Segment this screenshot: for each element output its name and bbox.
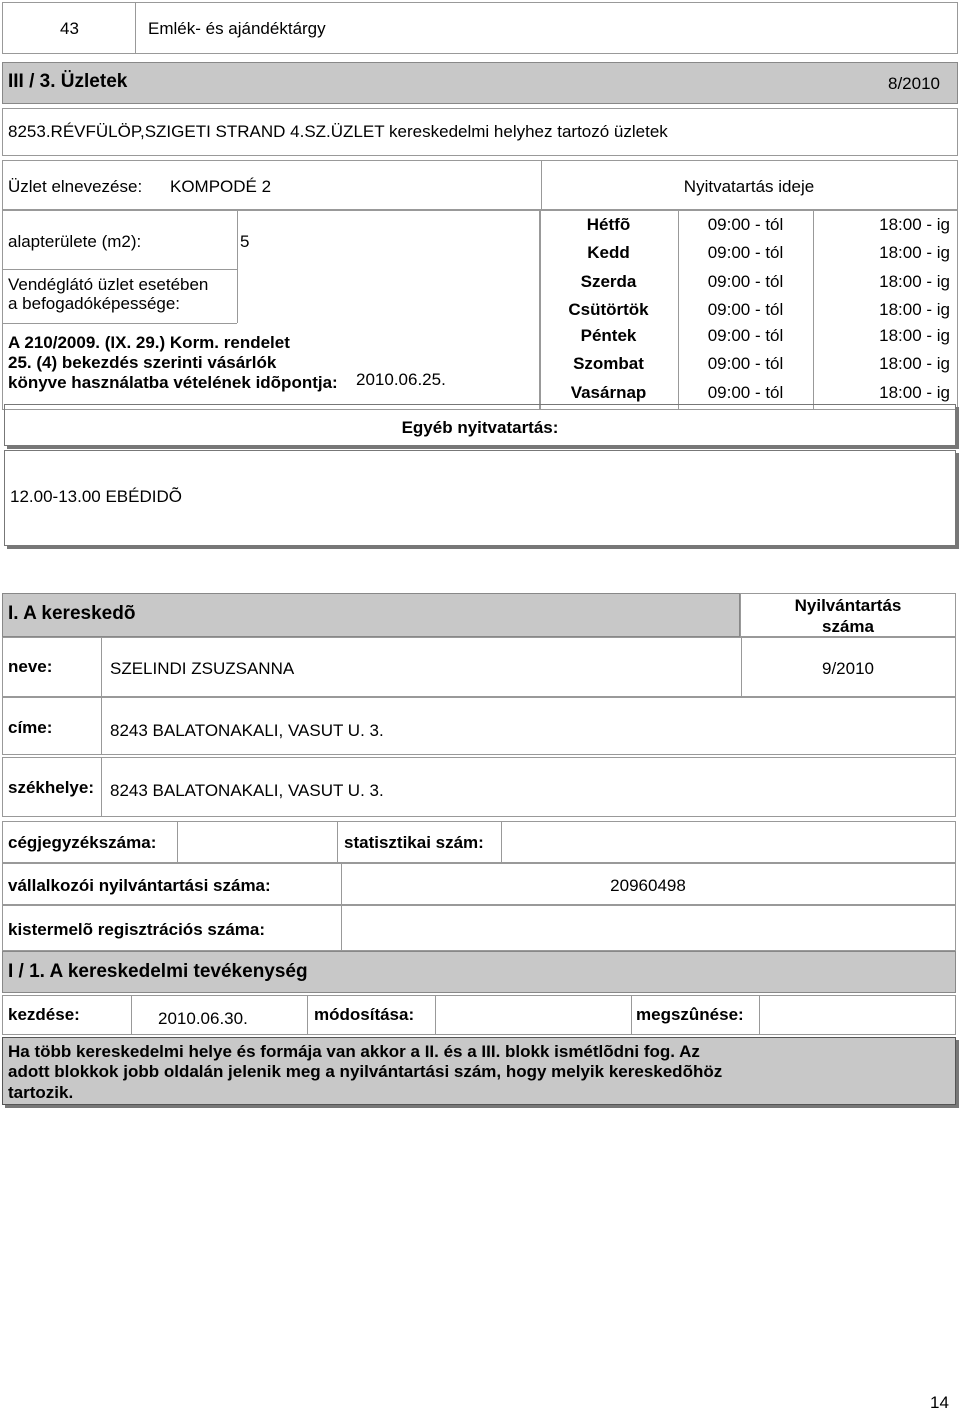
area-label: alapterülete (m2): xyxy=(8,232,142,251)
regulation-line-3: könyve használatba vételének idõpontja: xyxy=(8,373,338,392)
day-to: 18:00 - ig xyxy=(879,300,950,319)
shop-name-label: Üzlet elnevezése: xyxy=(8,177,143,196)
day-to: 18:00 - ig xyxy=(879,326,950,345)
day-to: 18:00 - ig xyxy=(879,383,950,402)
shop-name-value: KOMPODÉ 2 xyxy=(170,177,272,196)
category-number: 43 xyxy=(60,19,79,38)
day-from: 09:00 - tól xyxy=(707,383,784,402)
note-line-3: tartozik. xyxy=(8,1083,74,1102)
day-from: 09:00 - tól xyxy=(707,326,784,345)
activity-start-label: kezdése: xyxy=(8,1005,80,1024)
day-from: 09:00 - tól xyxy=(707,300,784,319)
page-number: 14 xyxy=(930,1393,949,1412)
day-label: Péntek xyxy=(580,326,637,345)
merchant-title: I. A kereskedõ xyxy=(8,603,136,624)
location-line: 8253.RÉVFÜLÖP,SZIGETI STRAND 4.SZ.ÜZLET kereskedelmi helyhez tartozó üzletek xyxy=(8,122,668,141)
other-opening-label: Egyéb nyitvatartás: xyxy=(401,418,559,437)
section-code: 8/2010 xyxy=(888,74,940,93)
merchant-seat-value: 8243 BALATONAKALI, VASUT U. 3. xyxy=(110,781,384,800)
merchant-name-label: neve: xyxy=(8,657,53,676)
day-to: 18:00 - ig xyxy=(879,243,950,262)
activity-title: I / 1. A kereskedelmi tevékenység xyxy=(8,961,308,982)
day-to: 18:00 - ig xyxy=(879,354,950,373)
activity-start-value: 2010.06.30. xyxy=(158,1009,248,1028)
day-to: 18:00 - ig xyxy=(879,272,950,291)
regulation-line-2: 25. (4) bekezdés szerinti vásárlók xyxy=(8,353,277,372)
day-to: 18:00 - ig xyxy=(879,215,950,234)
farmer-label: kistermelõ regisztrációs száma: xyxy=(8,920,266,939)
activity-dates-row xyxy=(2,995,956,1035)
entrepreneur-value: 20960498 xyxy=(610,876,686,895)
regulation-date: 2010.06.25. xyxy=(356,370,446,389)
capacity-label-2: a befogadóképessége: xyxy=(8,294,181,313)
merchant-address-value: 8243 BALATONAKALI, VASUT U. 3. xyxy=(110,721,384,740)
merchant-name-value: SZELINDI ZSUZSANNA xyxy=(110,659,295,678)
activity-modify-label: módosítása: xyxy=(314,1005,415,1024)
section-title: III / 3. Üzletek xyxy=(8,71,128,92)
note-line-1: Ha több kereskedelmi helye és formája van akkor a II. és a III. blokk ismétlõdni fog. Az xyxy=(8,1042,700,1061)
merchant-reg-value: 9/2010 xyxy=(822,659,874,678)
day-label: Vasárnap xyxy=(570,383,647,402)
merchant-seat-label: székhelye: xyxy=(8,778,94,797)
capacity-label-1: Vendéglátó üzlet esetében xyxy=(8,275,209,294)
day-from: 09:00 - tól xyxy=(707,215,784,234)
day-from: 09:00 - tól xyxy=(707,243,784,262)
reg-label-2: száma xyxy=(822,617,874,636)
day-label: Hétfõ xyxy=(586,215,631,234)
day-label: Szerda xyxy=(580,272,637,291)
company-reg-label: cégjegyzékszáma: xyxy=(8,833,157,852)
opening-title: Nyitvatartás ideje xyxy=(683,177,815,196)
day-label: Csütörtök xyxy=(568,300,649,319)
other-opening-value: 12.00-13.00 EBÉDIDÕ xyxy=(10,487,182,506)
stat-label: statisztikai szám: xyxy=(344,833,484,852)
section-band xyxy=(2,62,958,104)
regulation-line-1: A 210/2009. (IX. 29.) Korm. rendelet xyxy=(8,333,290,352)
header-row xyxy=(2,2,958,54)
day-from: 09:00 - tól xyxy=(707,272,784,291)
merchant-address-label: címe: xyxy=(8,718,53,737)
activity-end-label: megszûnése: xyxy=(636,1005,744,1024)
area-value: 5 xyxy=(240,232,250,251)
day-label: Kedd xyxy=(587,243,630,262)
entrepreneur-label: vállalkozói nyilvántartási száma: xyxy=(8,876,271,895)
day-label: Szombat xyxy=(573,354,644,373)
day-from: 09:00 - tól xyxy=(707,354,784,373)
reg-label-1: Nyilvántartás xyxy=(794,596,902,615)
note-line-2: adott blokkok jobb oldalán jelenik meg a nyilvántartási szám, hogy melyik kereskedõhöz xyxy=(8,1062,723,1081)
category-name: Emlék- és ajándéktárgy xyxy=(148,19,326,38)
